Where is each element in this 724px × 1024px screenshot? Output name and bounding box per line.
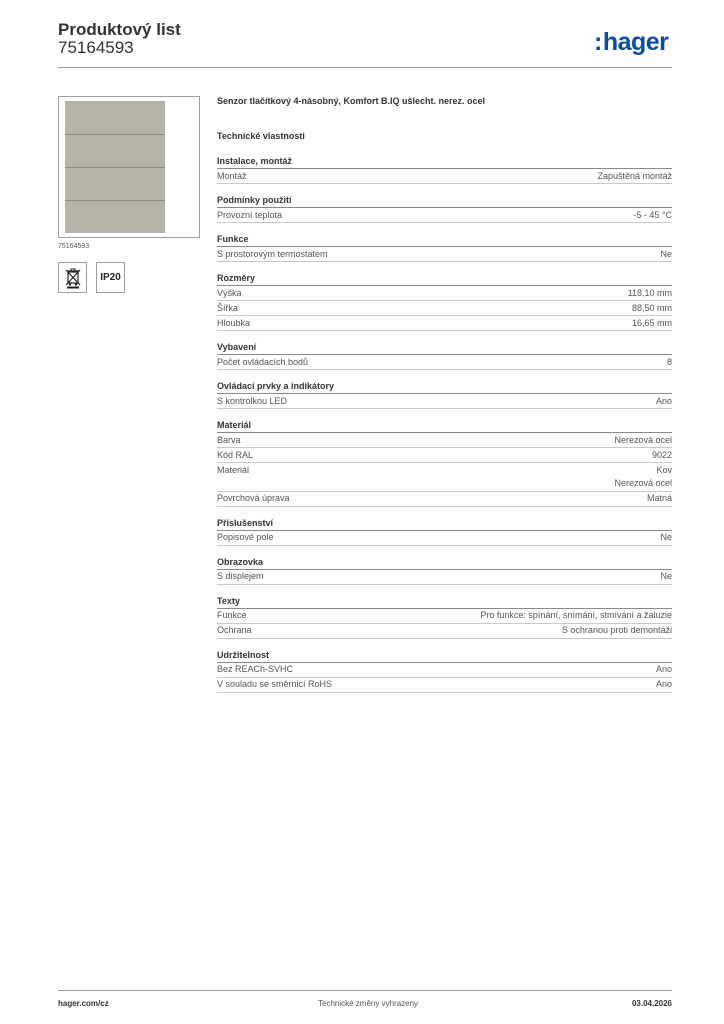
spec-label: Bez REACh-SVHC [217,664,294,674]
spec-row [217,531,672,546]
spec-value: 16,65 mm [631,317,672,328]
spec-label: Materiál [217,464,250,475]
spec-content [217,96,672,703]
spec-label: Povrchová úprava [217,493,290,503]
spec-row [217,609,672,624]
spec-label: S prostorovým termostatem [217,248,328,259]
section-title: Vybavení [217,341,672,355]
ip-rating-badge: IP20 [96,262,125,293]
spec-label: Výška [217,287,242,298]
spec-value: Ano [655,679,672,689]
spec-row [217,286,672,301]
spec-row [217,316,672,331]
section-title: Funkce [217,233,672,247]
footer-note: Technické změny vyhrazeny [318,999,419,1008]
section-title: Příslušenství [217,517,672,531]
spec-section [217,233,672,262]
spec-label: S displejem [217,571,264,581]
crossed-bin-icon [64,267,82,289]
spec-section [217,419,672,507]
spec-section [217,556,672,585]
spec-row [217,394,672,409]
spec-section [217,649,672,693]
section-title: Materiál [217,419,672,433]
spec-row [217,301,672,316]
section-title: Instalace, montáž [217,155,672,169]
product-code: 75164593 [58,38,134,57]
spec-label: Kód RAL [217,449,254,460]
spec-section [217,155,672,184]
spec-row [217,663,672,678]
spec-label: Montáž [217,170,247,181]
spec-sections [217,155,672,693]
spec-value: -5 - 45 °C [633,209,672,220]
spec-label: Popisové pole [217,532,274,542]
spec-label: Funkce [217,610,247,620]
section-title: Udržitelnost [217,649,672,663]
spec-value: 9022 [651,449,672,460]
spec-row [217,433,672,448]
spec-row [217,448,672,463]
spec-value: S ochranou proti demontáži [561,625,672,635]
spec-label: V souladu se směrnicí RoHS [217,679,333,689]
product-image [65,101,165,233]
footer-date: 03.04.2026 [631,999,672,1008]
weee-icon [58,262,87,293]
spec-row [217,570,672,585]
hager-logo: :hager [594,28,669,56]
section-title: Rozměry [217,272,672,286]
header-divider [58,67,672,68]
spec-label: Počet ovládacích bodů [217,356,309,367]
spec-value: Pro funkce: spínání, snímání, stmívání a žaluzie [480,610,672,620]
image-caption: 75164593 [58,243,90,250]
spec-label: S kontrolkou LED [217,395,288,406]
spec-row [217,169,672,184]
spec-section [217,341,672,370]
spec-section [217,194,672,223]
spec-value: Ne [660,571,672,581]
spec-label: Ochrana [217,625,252,635]
spec-value: Ne [660,532,672,542]
footer-website[interactable]: hager.com/cz [58,999,109,1008]
spec-row [217,492,672,507]
spec-section [217,517,672,546]
spec-value: 88,50 mm [631,302,672,313]
spec-value: Matná [646,493,672,503]
spec-value: Ano [655,664,672,674]
spec-section [217,272,672,331]
spec-value: Zapuštěná montáž [597,170,672,181]
spec-label: Hloubka [217,317,251,328]
spec-section [217,595,672,639]
page-title: Produktový list [58,20,181,39]
spec-row [217,247,672,262]
logo-text: hager [602,28,669,56]
spec-value: 8 [666,356,672,367]
spec-row [217,624,672,639]
spec-value: Ne [660,248,672,259]
spec-value: Kov Nerezová ocel [614,464,672,488]
section-title: Texty [217,595,672,609]
spec-row [217,208,672,223]
spec-row [217,355,672,370]
spec-value: Nerezová ocel [614,434,672,445]
spec-label: Provozní teplota [217,209,283,220]
product-image-frame [58,96,200,238]
footer-divider [58,990,672,991]
spec-label: Šířka [217,302,239,313]
tech-properties-heading: Technické vlastnosti [217,131,305,141]
product-title: Senzor tlačítkový 4-násobný, Komfort B.IQ ušlecht. nerez. ocel [217,96,486,106]
spec-row [217,678,672,693]
spec-value: Ano [655,395,672,406]
spec-row [217,463,672,492]
section-title: Ovládací prvky a indikátory [217,380,672,394]
spec-label: Barva [217,434,241,445]
spec-value: 118,10 mm [627,287,672,298]
spec-section [217,380,672,409]
section-title: Obrazovka [217,556,672,570]
section-title: Podmínky použití [217,194,672,208]
